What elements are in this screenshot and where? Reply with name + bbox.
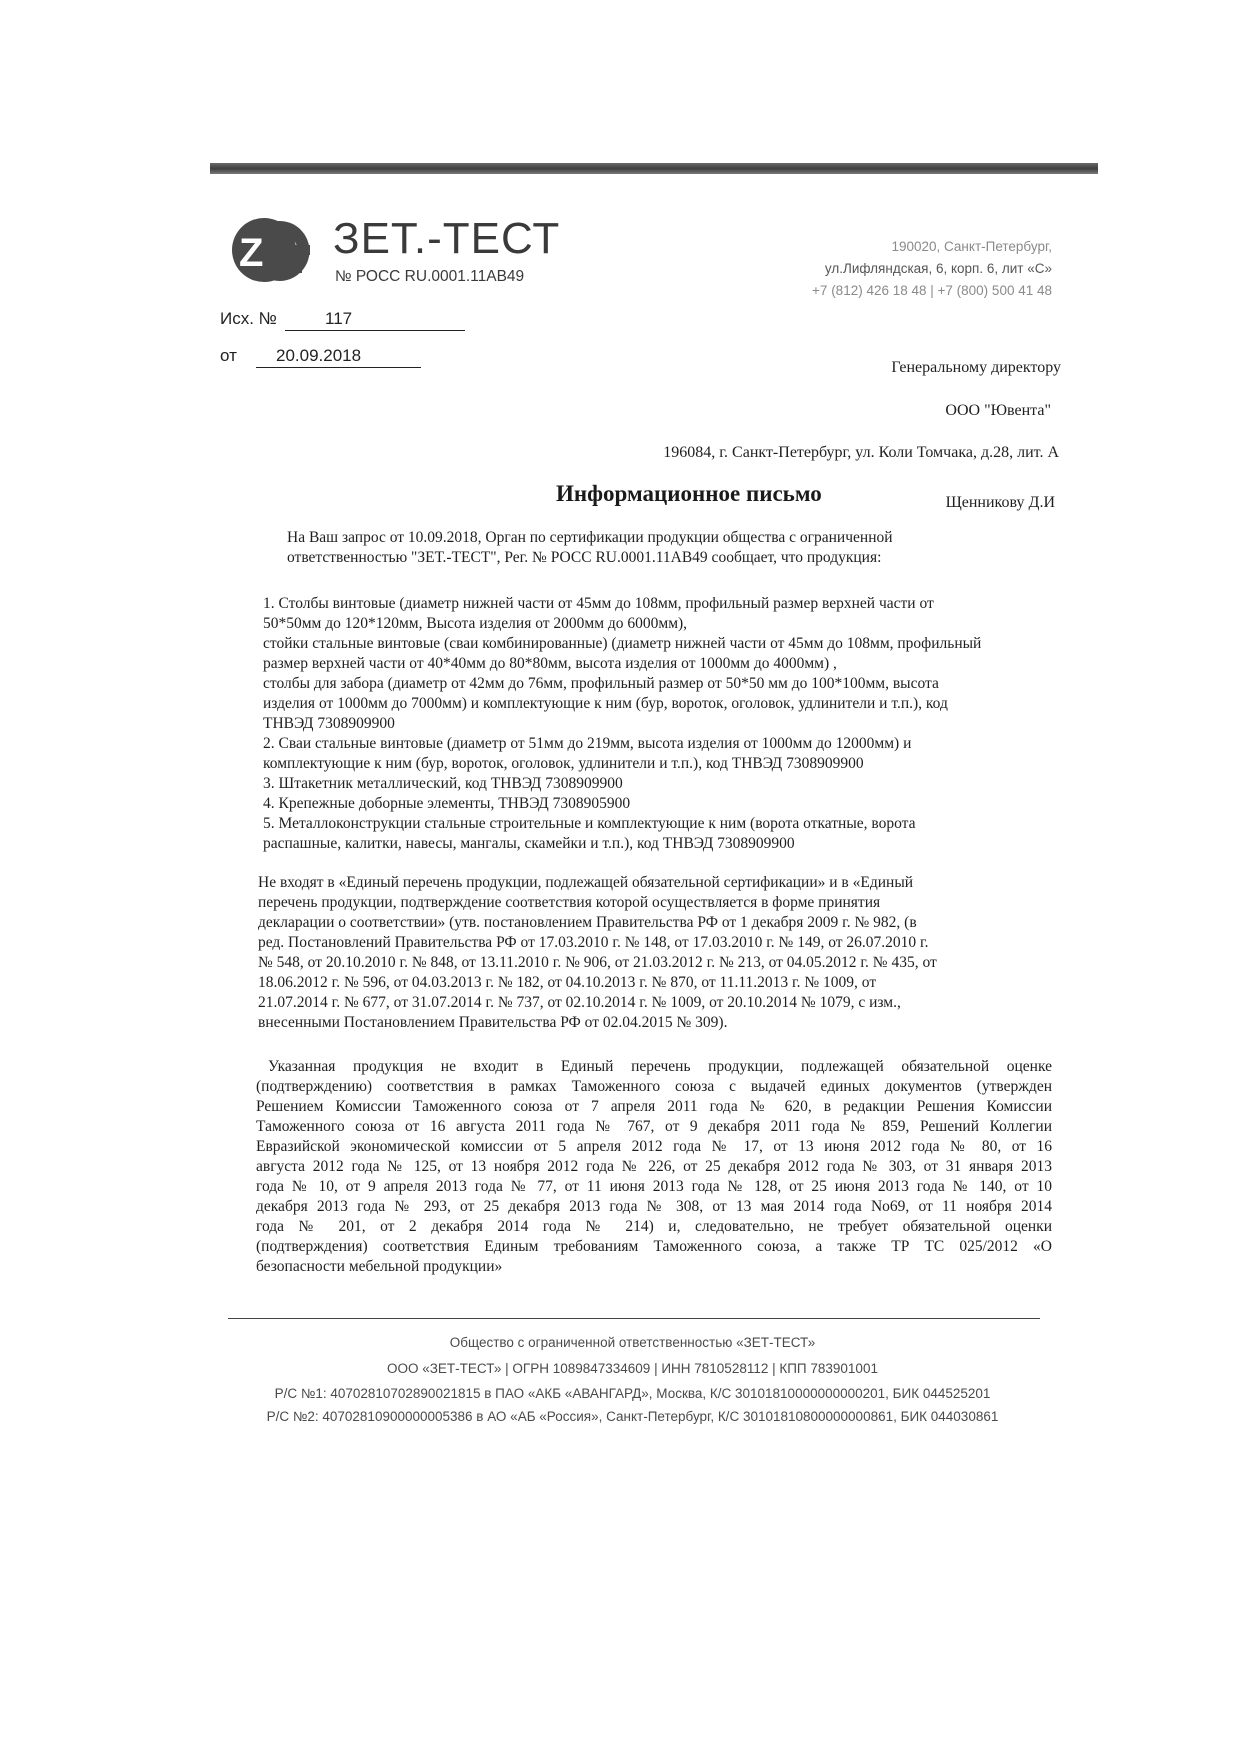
- text-line: (подтверждению) соответствия в рамках Таможенного союза с выдачей единых документов (утвержден: [256, 1078, 1052, 1095]
- recipient-address: 196084, г. Санкт-Петербург, ул. Коли Томчака, д.28, лит. А: [663, 444, 1059, 461]
- text-line: декларации о соответствии» (утв. постановлением Правительства РФ от 1 декабря 2009 г. № 982, (в: [258, 914, 917, 931]
- outgoing-number-label: Исх. №: [220, 309, 277, 328]
- list-item: распашные, калитки, навесы, мангалы, скамейки и т.п.), код ТНВЭД 7308909900: [263, 835, 795, 852]
- list-item: 4. Крепежные доборные элементы, ТНВЭД 7308905900: [263, 795, 631, 812]
- company-registration: № РОСС RU.0001.11АВ49: [335, 268, 525, 285]
- sender-address: [812, 236, 1052, 302]
- outgoing-number: [220, 309, 353, 329]
- text-line: года № 201, от 2 декабря 2014 года № 214) и, следовательно, не требует обязательной оценки: [256, 1218, 1052, 1235]
- company-name: ЗЕТ.-ТЕСТ: [333, 214, 561, 263]
- customs-union-paragraph: [256, 1057, 1052, 1277]
- text-line: внесенными Постановлением Правительства РФ от 02.04.2015 № 309).: [258, 1014, 728, 1031]
- footer-account-1: Р/С №1: 40702810702890021815 в ПАО «АКБ «АВАНГАРД», Москва, К/С 30101810000000000201, БИК 044525201: [274, 1386, 991, 1401]
- text-line: Таможенного союза от 16 августа 2011 года № 767, от 9 декабря 2011 года № 859, Решений Коллегии: [256, 1118, 1052, 1135]
- address-phone: +7 (812) 426 18 48 | +7 (800) 500 41 48: [812, 283, 1052, 298]
- list-item: размер верхней части от 40*40мм до 80*80мм, высота изделия от 1000мм до 4000мм) ,: [263, 655, 837, 672]
- text-line: декабря 2013 года № 293, от 25 декабря 2013 года № 308, от 13 мая 2014 года No69, от 11 ноября 2014: [256, 1198, 1052, 1215]
- list-item: 5. Металлоконструкции стальные строительные и комплектующие к ним (ворота откатные, ворота: [263, 815, 916, 832]
- list-item: 2. Сваи стальные винтовые (диаметр от 51мм до 219мм, высота изделия от 1000мм до 12000мм) и: [263, 735, 912, 752]
- list-item: столбы для забора (диаметр от 42мм до 76мм, профильный размер от 50*50 мм до 100*100мм, высота: [263, 675, 939, 692]
- product-list: [263, 594, 981, 854]
- footer-rule: [228, 1318, 1040, 1319]
- text-line: Решением Комиссии Таможенного союза от 7 апреля 2011 года № 620, в редакции Решения Комиссии: [256, 1098, 1052, 1115]
- list-item: изделия от 1000мм до 7000мм) и комплектующие к ним (бур, вороток, оголовок, удлинители и т.п.), код: [263, 695, 948, 712]
- regulation-paragraph: [258, 873, 937, 1033]
- footer-account-2: Р/С №2: 40702810900000005386 в АО «АБ «Россия», Санкт-Петербург, К/С 30101810800000000861, БИК 044030861: [266, 1409, 999, 1424]
- text-line: перечень продукции, подтверждение соответствия которой осуществляется в форме принятия: [258, 894, 881, 911]
- outgoing-date-label: от: [220, 346, 237, 365]
- footer-company: Общество с ограниченной ответственностью «ЗЕТ-ТЕСТ»: [449, 1335, 816, 1350]
- text-line: ред. Постановлений Правительства РФ от 17.03.2010 г. № 148, от 17.03.2010 г. № 149, от 26.07.2010 г.: [258, 934, 929, 951]
- text-line: На Ваш запрос от 10.09.2018, Орган по сертификации продукции общества с ограниченной: [287, 529, 893, 546]
- text-line: 21.07.2014 г. № 677, от 31.07.2014 г. № 737, от 02.10.2014 г. № 1009, от 20.10.2014 № 1079, с изм.,: [258, 994, 901, 1011]
- text-line: ответственностью "ЗЕТ.-ТЕСТ", Рег. № РОСС RU.0001.11АВ49 сообщает, что продукция:: [287, 549, 882, 566]
- zg-logo-icon: [230, 215, 318, 285]
- text-line: августа 2012 года № 125, от 13 ноября 2012 года № 226, от 25 декабря 2012 года № 303, от 31 января 2013: [256, 1158, 1052, 1175]
- text-line: безопасности мебельной продукции»: [256, 1258, 503, 1275]
- text-line: года № 10, от 9 апреля 2013 года № 77, от 11 июня 2013 года № 128, от 25 июня 2013 года № 140, от 10: [256, 1178, 1052, 1195]
- outgoing-date-value: 20.09.2018: [256, 346, 421, 368]
- text-line: Не входят в «Единый перечень продукции, подлежащей обязательной сертификации» и в «Единый: [258, 874, 914, 891]
- header-rule: [210, 163, 1098, 174]
- recipient-company: ООО "Ювента": [945, 402, 1051, 419]
- list-item: комплектующие к ним (бур, вороток, оголовок, удлинители и т.п.), код ТНВЭД 7308909900: [263, 755, 864, 772]
- address-city: 190020, Санкт-Петербург,: [891, 239, 1052, 254]
- outgoing-number-value: 117: [285, 309, 465, 331]
- list-item: 50*50мм до 120*120мм, Высота изделия от 2000мм до 6000мм),: [263, 615, 688, 632]
- text-line: № 548, от 20.10.2010 г. № 848, от 13.11.2010 г. № 906, от 21.03.2012 г. № 213, от 04.05.2012 г. № 435, от: [258, 954, 937, 971]
- document-title: Информационное письмо: [556, 481, 822, 506]
- text-line: Указанная продукция не входит в Единый перечень продукции, подлежащей обязательной оценке: [268, 1058, 1052, 1075]
- list-item: 1. Столбы винтовые (диаметр нижней части от 45мм до 108мм, профильный размер верхней части от: [263, 595, 934, 612]
- list-item: ТНВЭД 7308909900: [263, 715, 395, 732]
- text-line: (подтверждения) соответствия Единым требованиям Таможенного союза, а также ТР ТС 025/2012 «О: [256, 1238, 1052, 1255]
- recipient-name: Щенникову Д.И: [945, 494, 1055, 511]
- text-line: Евразийской экономической комиссии от 5 апреля 2012 года № 17, от 13 июня 2012 года № 80, от 16: [256, 1138, 1052, 1155]
- address-street: ул.Лифляндская, 6, корп. 6, лит «С»: [824, 261, 1052, 276]
- footer-requisites: ООО «ЗЕТ-ТЕСТ» | ОГРН 1089847334609 | ИНН 7810528112 | КПП 783901001: [387, 1361, 878, 1376]
- intro-paragraph: [287, 528, 893, 568]
- outgoing-date: [220, 346, 362, 366]
- list-item: 3. Штакетник металлический, код ТНВЭД 7308909900: [263, 775, 623, 792]
- svg-text:Z: Z: [239, 231, 264, 275]
- recipient-position: Генеральному директору: [891, 359, 1061, 376]
- text-line: 18.06.2012 г. № 596, от 04.03.2013 г. № 182, от 04.10.2013 г. № 870, от 11.11.2013 г. № 1009, от: [258, 974, 877, 991]
- list-item: стойки стальные винтовые (сваи комбинированные) (диаметр нижней части от 45мм до 108мм, профильный: [263, 635, 982, 652]
